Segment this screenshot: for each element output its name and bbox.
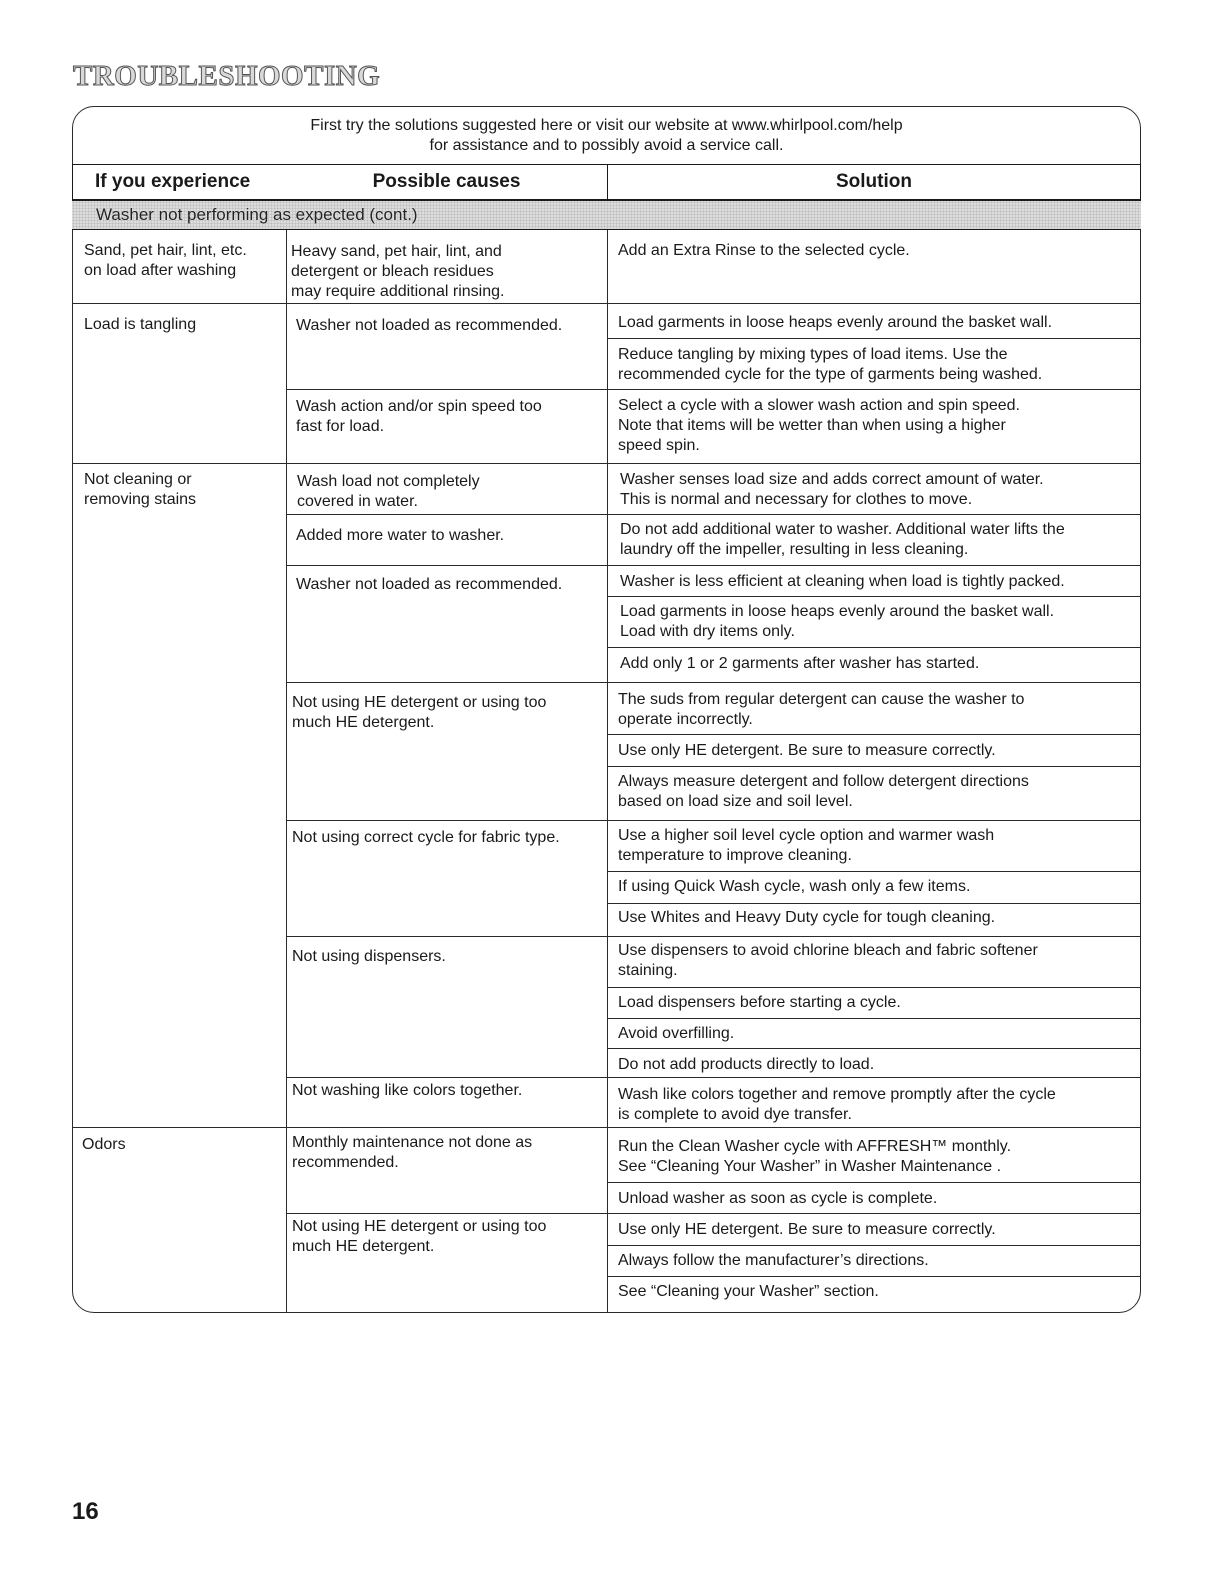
page-number: 16 <box>72 1498 99 1525</box>
row-divider <box>72 463 1141 464</box>
intro-line-1: First try the solutions suggested here or visit our website at www.whirlpool.com/help <box>310 117 903 134</box>
solution-divider <box>607 1276 1141 1277</box>
solution-divider <box>607 1048 1141 1049</box>
solution-cell: Washer senses load size and adds correct amount of water. This is normal and necessary for clothes to move. <box>620 471 1044 508</box>
solution-cell: Select a cycle with a slower wash action and spin speed. Note that items will be wetter than when using a higher speed spin. <box>618 397 1020 454</box>
solution-cell: Do not add additional water to washer. Additional water lifts the laundry off the impeller, resulting in less cleaning. <box>620 521 1065 558</box>
solution-cell: Reduce tangling by mixing types of load items. Use the recommended cycle for the type of garments being washed. <box>618 346 1043 383</box>
solution-divider <box>607 734 1141 735</box>
experience-cell: Not cleaning or removing stains <box>84 471 197 508</box>
cause-cell: Not using HE detergent or using too much HE detergent. <box>292 694 547 731</box>
solution-divider <box>607 987 1141 988</box>
solution-divider <box>607 1018 1141 1019</box>
header-causes: Possible causes <box>286 164 608 200</box>
cause-divider <box>286 514 1141 515</box>
column-divider-1 <box>286 230 287 1313</box>
cause-cell: Not using dispensers. <box>292 948 446 965</box>
solution-divider <box>607 871 1141 872</box>
intro-line-2: for assistance and to possibly avoid a service call. <box>429 137 784 154</box>
solution-divider <box>607 338 1141 339</box>
solution-cell: The suds from regular detergent can cause the washer to operate incorrectly. <box>618 691 1025 728</box>
cause-divider <box>286 565 1141 566</box>
cause-cell: Not using HE detergent or using too much HE detergent. <box>292 1218 547 1255</box>
solution-cell: Add only 1 or 2 garments after washer has started. <box>620 655 980 672</box>
cause-cell: Monthly maintenance not done as recommended. <box>292 1134 533 1171</box>
cause-divider <box>286 1077 1141 1078</box>
intro-text <box>72 116 1141 156</box>
solution-cell: Use dispensers to avoid chlorine bleach and fabric softener staining. <box>618 942 1038 979</box>
section-title: Washer not performing as expected (cont.) <box>96 205 418 224</box>
cause-cell: Washer not loaded as recommended. <box>296 317 563 334</box>
cause-cell: Added more water to washer. <box>296 527 505 544</box>
cause-cell: Heavy sand, pet hair, lint, and detergent or bleach residues may require additional rinsing. <box>291 243 505 300</box>
solution-cell: Avoid overfilling. <box>618 1025 735 1042</box>
solution-divider <box>607 596 1141 597</box>
cause-cell: Wash action and/or spin speed too fast for load. <box>296 398 542 435</box>
cause-divider <box>286 1213 1141 1214</box>
solution-cell: Washer is less efficient at cleaning when load is tightly packed. <box>620 573 1065 590</box>
column-divider-2 <box>607 230 608 1313</box>
header-solution: Solution <box>607 164 1141 200</box>
cause-cell: Not using correct cycle for fabric type. <box>292 829 560 846</box>
cause-divider <box>286 682 1141 683</box>
solution-cell: Use only HE detergent. Be sure to measure correctly. <box>618 742 996 759</box>
solution-cell: Always follow the manufacturer’s directions. <box>618 1252 929 1269</box>
solution-cell: Load garments in loose heaps evenly around the basket wall. Load with dry items only. <box>620 603 1055 640</box>
cause-divider <box>286 936 1141 937</box>
page-title: TROUBLESHOOTING <box>73 60 381 92</box>
solution-cell: Use a higher soil level cycle option and warmer wash temperature to improve cleaning. <box>618 827 995 864</box>
cause-cell: Not washing like colors together. <box>292 1082 523 1099</box>
solution-cell: Always measure detergent and follow detergent directions based on load size and soil level. <box>618 773 1029 810</box>
section-band <box>72 200 1141 230</box>
solution-cell: Run the Clean Washer cycle with AFFRESH™ monthly. See “Cleaning Your Washer” in Washer Maintenance . <box>618 1138 1012 1175</box>
row-divider <box>72 1127 1141 1128</box>
header-experience: If you experience <box>72 164 287 200</box>
solution-cell: Load garments in loose heaps evenly around the basket wall. <box>618 314 1053 331</box>
solution-divider <box>607 903 1141 904</box>
cause-divider <box>286 389 1141 390</box>
solution-cell: Wash like colors together and remove promptly after the cycle is complete to avoid dye transfer. <box>618 1086 1056 1123</box>
solution-cell: Add an Extra Rinse to the selected cycle. <box>618 242 910 259</box>
row-divider <box>72 303 1141 304</box>
experience-cell: Sand, pet hair, lint, etc. on load after washing <box>84 242 247 279</box>
cause-cell: Washer not loaded as recommended. <box>296 576 563 593</box>
cause-divider <box>286 820 1141 821</box>
solution-divider <box>607 766 1141 767</box>
solution-cell: Use only HE detergent. Be sure to measure correctly. <box>618 1221 996 1238</box>
solution-divider <box>607 1182 1141 1183</box>
cause-cell: Wash load not completely covered in water. <box>297 473 480 510</box>
solution-cell: Do not add products directly to load. <box>618 1056 875 1073</box>
solution-divider <box>607 647 1141 648</box>
solution-cell: Use Whites and Heavy Duty cycle for tough cleaning. <box>618 909 996 926</box>
experience-cell: Load is tangling <box>84 316 197 333</box>
solution-cell: Load dispensers before starting a cycle. <box>618 994 901 1011</box>
solution-cell: Unload washer as soon as cycle is complete. <box>618 1190 938 1207</box>
experience-cell: Odors <box>82 1136 126 1153</box>
solution-cell: If using Quick Wash cycle, wash only a few items. <box>618 878 971 895</box>
solution-cell: See “Cleaning your Washer” section. <box>618 1283 879 1300</box>
solution-divider <box>607 1245 1141 1246</box>
